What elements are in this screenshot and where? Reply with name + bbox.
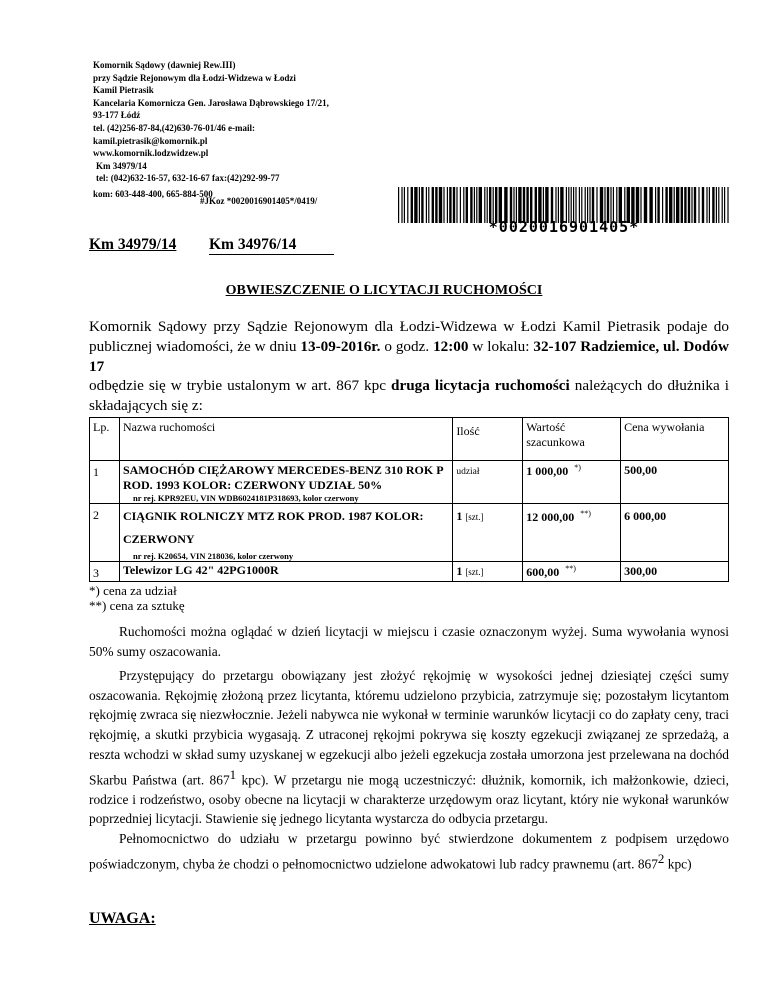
header-lp: Lp. [90,418,120,461]
item-name: Telewizor LG 42" 42PG1000R [122,563,279,577]
row-lp: 3 [90,562,120,582]
table-header-row [90,418,729,461]
header-email: kamil.pietrasik@komornik.pl [93,135,208,146]
case-number-2: Km 34976/14 [209,236,334,255]
row-qty-unit: [szt.] [465,512,484,522]
intro-text-part: odbędzie się w trybie ustalonym w art. 867 kpc [89,377,392,395]
header-phone: tel: (042)632-16-57, 632-16-67 fax:(42)292-99-77 [96,173,280,184]
paragraph-sup: 1 [229,766,237,782]
note-heading: UWAGA: [89,910,156,927]
header-website: www.komornik.lodzwidzew.pl [93,148,209,159]
header-line: przy Sądzie Rejonowym dla Łodzi-Widzewa w Łodzi [93,72,296,83]
row-qty-unit: [szt.] [465,567,484,577]
intro-text-part: o godz. [380,337,434,355]
table-row [90,562,729,582]
row-price: 300,00 [624,564,658,578]
row-lp: 1 [90,461,120,504]
item-detail: nr rej. K20654, VIN 218036, kolor czerwony [132,551,294,561]
table-row [90,504,729,562]
header-qty: Ilość [453,418,523,461]
row-qty: udział [453,461,523,504]
paragraph-text: kpc) [664,856,692,872]
table-row [90,461,729,504]
paragraph-text: kpc). W przetargu nie mogą uczestniczyć: dłużnik, komornik, ich małżonkowie, dzieci, rodzice i rodzeństwo, osoby obecne na licytacji w charakterze urzędowym oraz licytant, który nie wykonał warunków poprzedniej licytacji. Stawienie się jednego licytanta wystarcza do odbycia przetargu. [89,771,729,827]
auction-time: 12:00 [433,337,469,355]
header-price: Cena wywołania [621,418,729,461]
row-value: 1 000,00 [526,464,569,478]
row-price: 500,00 [624,463,658,477]
auction-type: druga licytacja ruchomości [391,377,570,395]
viewing-paragraph [89,622,729,661]
document-code: #JKoz *0020016901405*/0419/ [200,196,318,206]
header-line: tel. (42)256-87-84,(42)630-76-01/46 e-mail: [93,122,255,133]
paragraph-text: Przystępujący do przetargu obowiązany jest złożyć rękojmię w wysokości jednej dziesiątej części sumy oszacowania. Rękojmię złożoną przez licytanta, któremu udzielono przybicia, zatrzymuje się; pozostałym licytantom rękojmię zwraca się niezwłocznie. Jeżeli nabywca nie wykonał w terminie warunków licytacji co do zapłaty ceny, traci rękojmię, a skutki przybicia wygasają. Z utraconej rękojmi pokrywa się koszty egzekucji związanej ze sprzedażą, a reszta wchodzi w skład sumy uzyskanej w egzekucji albo jeżeli egzekucja została umorzona jest przelewana na dochód Skarbu Państwa (art. 867 [89,668,729,787]
item-detail: nr rej. KPR92EU, VIN WDB6024181P318693, kolor czerwony [132,493,359,503]
paragraph-sup: 2 [657,850,665,866]
item-name: SAMOCHÓD CIĘŻAROWY MERCEDES-BENZ 310 ROK P ROD. 1993 KOLOR: CZERWONY UDZIAŁ 50% [122,463,443,492]
intro-text-part: Komornik Sądowy przy Sądzie Rejonowym dla Łodzi-Widzewa w Łodzi Kamil Pietrasik podaje do publicznej wiadomości, że w dniu [89,318,729,355]
footnotes [89,583,185,613]
auction-date: 13-09-2016r. [300,337,381,355]
row-value: 600,00 [526,565,560,579]
header-line: Komornik Sądowy (dawniej Rew.III) [93,60,236,70]
auction-location: 32-107 Radziemice, ul. Dodów 17 [89,337,729,375]
deposit-paragraph [89,666,729,874]
bailiff-header [93,59,423,201]
header-name: Nazwa ruchomości [119,418,452,461]
row-value-mark: *) [574,463,581,472]
row-value-mark: **) [565,564,576,573]
header-value: Wartość szacunkowa [523,418,621,461]
intro-text-part: w lokalu: [468,337,534,355]
row-price: 6 000,00 [624,509,667,523]
case-number-1: Km 34979/14 [89,236,177,253]
row-lp: 2 [90,504,120,562]
items-table [89,417,729,582]
header-mobile: kom: 603-448-400, 665-884-500 [93,188,213,199]
item-name: CIĄGNIK ROLNICZY MTZ ROK PROD. 1987 KOLOR: CZERWONY [122,509,424,546]
row-qty: 1 [456,564,463,578]
footnote: *) cena za udział [89,583,177,598]
intro-text-part: należących do dłużnika i składających się z: [89,377,729,415]
row-value-mark: **) [580,509,591,518]
header-line: 93-177 Łódź [93,110,141,121]
paragraph-text: Pełnomocnictwo do udziału w przetargu powinno być stwierdzone dokumentem z podpisem urzędowo poświadczonym, chyba że chodzi o pełnomocnictwo udzielone adwokatowi lub radcy prawnemu (art. 867 [89,831,729,872]
footnote: **) cena za sztukę [89,598,185,613]
row-qty: 1 [456,509,463,523]
row-value: 12 000,00 [526,510,575,524]
header-case-number: Km 34979/14 [96,160,147,171]
header-line: Kamil Pietrasik [93,85,154,96]
barcode-text: *0020016901405* [488,218,640,236]
document-title: OBWIESZCZENIE O LICYTACJI RUCHOMOŚCI [225,283,543,298]
header-line: Kancelaria Komornicza Gen. Jarosława Dąbrowskiego 17/21, [93,97,329,108]
intro-text [89,317,729,416]
paragraph-text: Ruchomości można oglądać w dzień licytacji w miejscu i czasie oznaczonym wyżej. Suma wywołania wynosi 50% sumy oszacowania. [89,624,729,659]
